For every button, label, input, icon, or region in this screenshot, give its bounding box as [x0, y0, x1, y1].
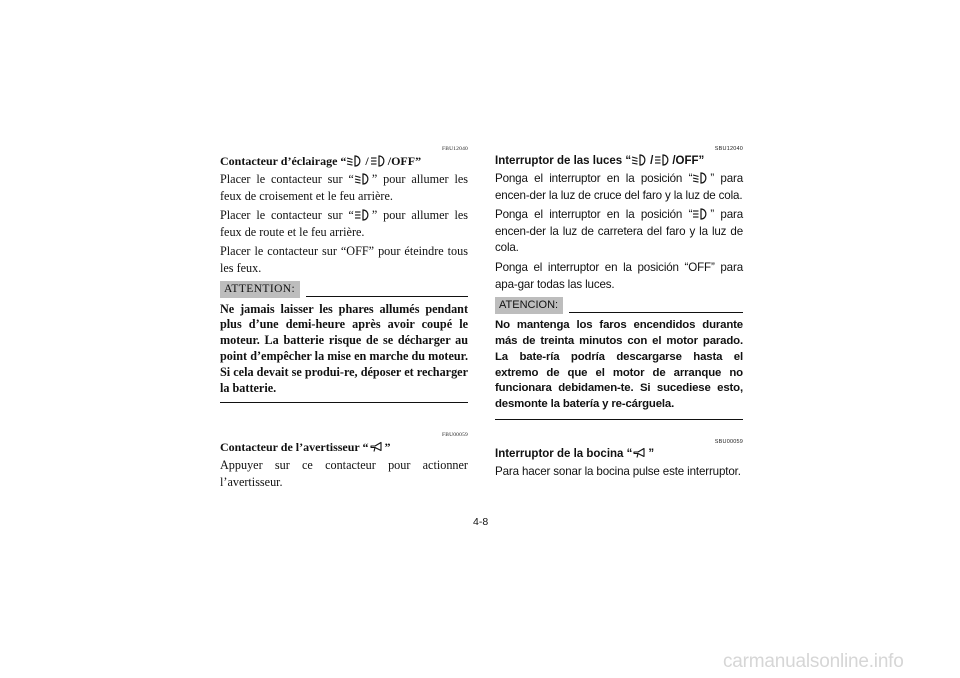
horn-icon	[632, 447, 648, 459]
french-column	[220, 145, 468, 494]
heading-prefix: Contacteur d’éclairage “	[220, 154, 347, 168]
section-code: SBU12040	[714, 146, 743, 152]
spanish-column	[495, 145, 743, 484]
heading-suffix: ”	[384, 440, 391, 455]
heading-prefix: Contacteur de l’avertisseur “	[220, 440, 369, 455]
low-beam-icon	[354, 173, 372, 185]
high-beam-icon	[654, 154, 672, 166]
horn-switch-heading	[220, 440, 468, 455]
attention-label: ATENCION:	[495, 297, 563, 314]
section-code: FBU00059	[441, 432, 468, 439]
off-instruction: Placer le contacteur sur “OFF” pour éteindre tous les feux.	[220, 244, 468, 275]
high-beam-instruction: Placer le contacteur sur “ ” pour allumer les feux de route et le feu arrière.	[220, 208, 468, 239]
attention-text: Ne jamais laisser les phares allumés pendant plus d’une demi-heure après avoir coupé le moteur. La batterie risque de se décharger au point d’empêcher la mise en marche du moteur. Si cela devait se produi-re, déposer et recharger la batterie.	[220, 301, 468, 395]
attention-rule	[569, 312, 743, 313]
attention-label: ATTENTION:	[220, 281, 300, 298]
heading-prefix: Interruptor de la bocina “	[495, 447, 633, 460]
attention-header	[220, 281, 468, 298]
page-number: 4-8	[473, 516, 489, 528]
high-beam-icon	[692, 208, 710, 220]
horn-switch-heading	[495, 447, 743, 462]
low-beam-icon	[346, 155, 364, 167]
low-beam-instruction: Ponga el interruptor en la posición “ ” para encen-der la luz de cruce del faro y la luz de cola.	[495, 172, 744, 202]
high-beam-instruction: Ponga el interruptor en la posición “ ” para encen-der la luz de carretera del faro y la luz de cola.	[495, 208, 744, 255]
high-beam-icon	[354, 209, 372, 221]
watermark: carmanualsonline.info	[723, 651, 904, 672]
heading-prefix: Interruptor de las luces “	[495, 155, 632, 167]
heading-suffix: /OFF”	[672, 155, 705, 167]
low-beam-icon	[631, 154, 649, 166]
horn-icon	[369, 441, 385, 453]
section-code: FBU12040	[441, 146, 468, 152]
lights-switch-heading: Contacteur d’éclairage “ / /OFF”	[220, 154, 422, 168]
attention-text: No mantenga los faros encendidos durante más de treinta minutos con el motor parado. La bate-ría podría descargarse hasta el extremo de que el motor de arranque no funcionara debidamen-te. Si sucediese esto, desmonte la batería y re-cárguela.	[495, 319, 743, 411]
off-instruction: Ponga el interruptor en la posición “OFF” para apa-gar todas las luces.	[495, 260, 743, 291]
horn-instruction: Para hacer sonar la bocina pulse este interruptor.	[495, 464, 741, 478]
heading-suffix: ”	[648, 447, 655, 460]
lights-switch-heading: Interruptor de las luces “ / /OFF”	[495, 155, 705, 167]
low-beam-instruction: Placer le contacteur sur “ ” pour allumer les feux de croisement et le feu arrière.	[220, 172, 468, 203]
high-beam-icon	[370, 155, 388, 167]
attention-header	[495, 297, 743, 314]
attention-end-rule	[220, 402, 468, 403]
heading-suffix: /OFF”	[387, 154, 422, 168]
attention-rule	[306, 296, 468, 297]
section-code: SBU00059	[714, 438, 743, 445]
attention-end-rule	[495, 419, 743, 420]
low-beam-icon	[692, 172, 710, 184]
horn-instruction: Appuyer sur ce contacteur pour actionner l’avertisseur.	[220, 458, 468, 489]
